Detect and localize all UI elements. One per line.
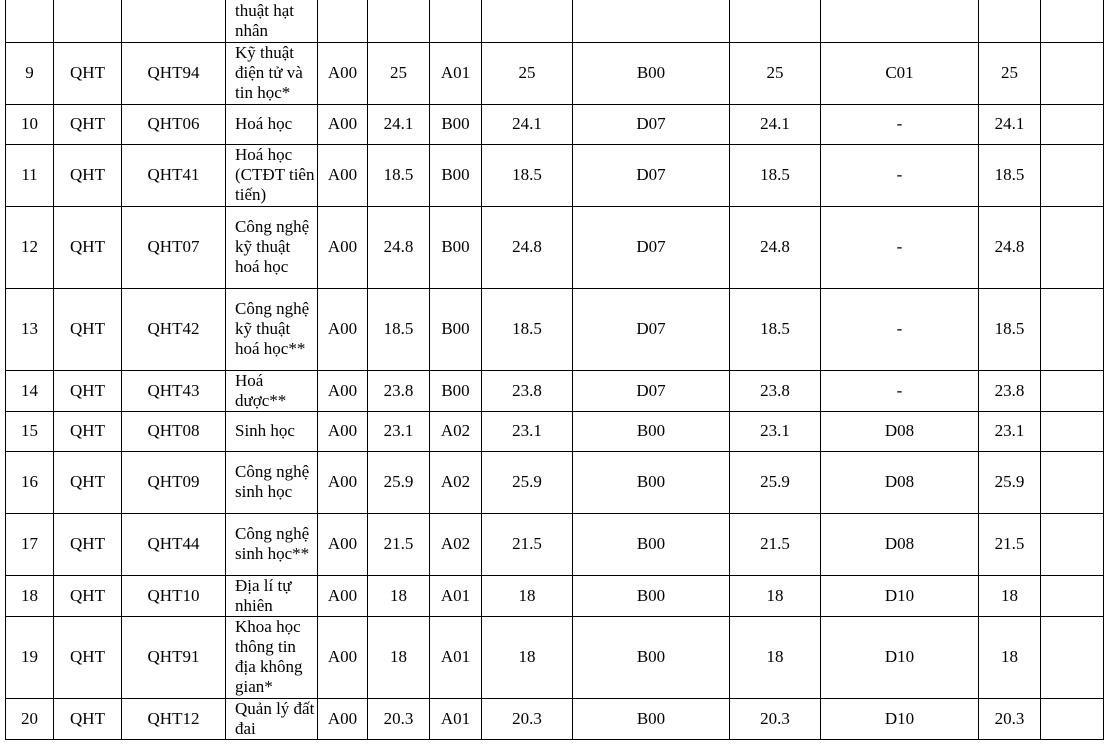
cell-note: [1041, 616, 1104, 698]
table-row: [6, 411, 1104, 451]
cell-score-2: 24.1: [482, 104, 573, 144]
cell-combo-3: D07: [573, 206, 730, 288]
cell-combo-3: D07: [573, 144, 730, 206]
table-row: [6, 370, 1104, 411]
cell-score-1: 18.5: [368, 144, 430, 206]
cell-score-4: 25: [979, 42, 1041, 104]
cell-combo-4: -: [821, 370, 979, 411]
cell-score-3: 25.9: [730, 451, 821, 513]
cell-combo-1: A00: [318, 575, 368, 616]
table-row: [6, 206, 1104, 288]
cell-combo-4: D10: [821, 698, 979, 739]
cell-school: QHT: [54, 451, 122, 513]
cell-score-1: 23.8: [368, 370, 430, 411]
cell-combo-3: D07: [573, 104, 730, 144]
cell-score-3: 24.8: [730, 206, 821, 288]
cell-combo-1: A00: [318, 451, 368, 513]
cell-combo-2: A02: [430, 451, 482, 513]
cell-combo-1: A00: [318, 616, 368, 698]
cell-score-2: 25.9: [482, 451, 573, 513]
cell-combo-4: D08: [821, 451, 979, 513]
cell-combo-1: A00: [318, 698, 368, 739]
cell-major-name: Hoá dược**: [226, 370, 318, 411]
cell-note: [1041, 42, 1104, 104]
cell-major-name: thuật hạt nhân: [226, 0, 318, 42]
cell-combo-4: D10: [821, 616, 979, 698]
cell-score-4: [979, 0, 1041, 42]
cell-stt: 15: [6, 411, 54, 451]
cell-score-2: 18.5: [482, 144, 573, 206]
cell-stt: 18: [6, 575, 54, 616]
cell-combo-2: A01: [430, 698, 482, 739]
cell-note: [1041, 370, 1104, 411]
cell-combo-2: B00: [430, 144, 482, 206]
cell-score-2: 18: [482, 575, 573, 616]
cell-school: QHT: [54, 575, 122, 616]
table-row: [6, 513, 1104, 575]
cell-combo-4: D10: [821, 575, 979, 616]
cell-note: [1041, 451, 1104, 513]
cell-stt: 10: [6, 104, 54, 144]
table-row: [6, 616, 1104, 698]
cell-major-name: Sinh học: [226, 411, 318, 451]
cell-major-name: Kỹ thuật điện tử và tin học*: [226, 42, 318, 104]
cell-score-4: 18: [979, 616, 1041, 698]
cell-note: [1041, 144, 1104, 206]
cell-score-4: 18: [979, 575, 1041, 616]
cell-score-4: 18.5: [979, 288, 1041, 370]
cell-combo-3: B00: [573, 411, 730, 451]
cell-score-3: [730, 0, 821, 42]
cell-school: QHT: [54, 42, 122, 104]
cell-score-2: [482, 0, 573, 42]
cell-major-name: Khoa học thông tin địa không gian*: [226, 616, 318, 698]
cell-score-4: 24.1: [979, 104, 1041, 144]
cell-major-name: Quản lý đất đai: [226, 698, 318, 739]
cell-major-name: Công nghệ kỹ thuật hoá học**: [226, 288, 318, 370]
cell-code: QHT07: [122, 206, 226, 288]
cell-stt: 13: [6, 288, 54, 370]
cell-score-3: 24.1: [730, 104, 821, 144]
admission-score-table: [5, 0, 1104, 740]
cell-school: QHT: [54, 513, 122, 575]
cell-combo-1: [318, 0, 368, 42]
cell-score-3: 18.5: [730, 144, 821, 206]
cell-score-4: 18.5: [979, 144, 1041, 206]
cell-stt: [6, 0, 54, 42]
cell-score-1: 23.1: [368, 411, 430, 451]
cell-combo-3: B00: [573, 513, 730, 575]
cell-major-name: Công nghệ sinh học**: [226, 513, 318, 575]
table-row: [6, 104, 1104, 144]
cell-score-2: 25: [482, 42, 573, 104]
cell-score-2: 23.8: [482, 370, 573, 411]
cell-score-1: 18: [368, 616, 430, 698]
cell-score-2: 24.8: [482, 206, 573, 288]
table-row: [6, 698, 1104, 739]
cell-school: QHT: [54, 288, 122, 370]
table-row-continued: [6, 0, 1104, 42]
cell-score-4: 24.8: [979, 206, 1041, 288]
cell-combo-1: A00: [318, 370, 368, 411]
cell-combo-3: D07: [573, 370, 730, 411]
cell-stt: 9: [6, 42, 54, 104]
cell-combo-3: [573, 0, 730, 42]
cell-code: [122, 0, 226, 42]
cell-combo-2: A02: [430, 411, 482, 451]
cell-code: QHT12: [122, 698, 226, 739]
cell-score-2: 21.5: [482, 513, 573, 575]
cell-score-4: 21.5: [979, 513, 1041, 575]
cell-score-3: 18.5: [730, 288, 821, 370]
cell-code: QHT41: [122, 144, 226, 206]
cell-stt: 11: [6, 144, 54, 206]
cell-code: QHT43: [122, 370, 226, 411]
cell-score-1: 21.5: [368, 513, 430, 575]
cell-combo-2: [430, 0, 482, 42]
cell-score-1: [368, 0, 430, 42]
cell-combo-1: A00: [318, 288, 368, 370]
cell-combo-2: A01: [430, 616, 482, 698]
cell-code: QHT06: [122, 104, 226, 144]
cell-major-name: Địa lí tự nhiên: [226, 575, 318, 616]
cell-combo-1: A00: [318, 104, 368, 144]
cell-major-name: Hoá học: [226, 104, 318, 144]
cell-combo-4: C01: [821, 42, 979, 104]
cell-combo-1: A00: [318, 206, 368, 288]
cell-note: [1041, 513, 1104, 575]
cell-score-1: 24.8: [368, 206, 430, 288]
cell-school: QHT: [54, 370, 122, 411]
cell-score-1: 20.3: [368, 698, 430, 739]
cell-score-3: 18: [730, 616, 821, 698]
cell-code: QHT08: [122, 411, 226, 451]
cell-code: QHT44: [122, 513, 226, 575]
cell-combo-2: B00: [430, 288, 482, 370]
cell-code: QHT91: [122, 616, 226, 698]
cell-score-1: 25: [368, 42, 430, 104]
cell-note: [1041, 575, 1104, 616]
cell-score-2: 20.3: [482, 698, 573, 739]
cell-school: QHT: [54, 206, 122, 288]
cell-note: [1041, 698, 1104, 739]
cell-combo-4: -: [821, 206, 979, 288]
cell-stt: 19: [6, 616, 54, 698]
cell-score-4: 23.1: [979, 411, 1041, 451]
cell-score-2: 23.1: [482, 411, 573, 451]
table-row: [6, 144, 1104, 206]
cell-code: QHT09: [122, 451, 226, 513]
table-row: [6, 42, 1104, 104]
cell-combo-3: B00: [573, 616, 730, 698]
cell-major-name: Công nghệ sinh học: [226, 451, 318, 513]
cell-stt: 14: [6, 370, 54, 411]
cell-score-2: 18.5: [482, 288, 573, 370]
cell-score-2: 18: [482, 616, 573, 698]
cell-major-name: Công nghệ kỹ thuật hoá học: [226, 206, 318, 288]
cell-stt: 12: [6, 206, 54, 288]
cell-combo-3: B00: [573, 42, 730, 104]
cell-combo-3: B00: [573, 575, 730, 616]
cell-score-3: 21.5: [730, 513, 821, 575]
cell-note: [1041, 0, 1104, 42]
cell-combo-4: [821, 0, 979, 42]
cell-score-1: 18.5: [368, 288, 430, 370]
cell-combo-2: B00: [430, 104, 482, 144]
cell-combo-1: A00: [318, 411, 368, 451]
table-row: [6, 451, 1104, 513]
cell-code: QHT42: [122, 288, 226, 370]
cell-stt: 20: [6, 698, 54, 739]
cell-score-3: 25: [730, 42, 821, 104]
cell-combo-2: B00: [430, 370, 482, 411]
cell-combo-1: A00: [318, 513, 368, 575]
cell-score-1: 25.9: [368, 451, 430, 513]
cell-score-4: 23.8: [979, 370, 1041, 411]
cell-school: QHT: [54, 104, 122, 144]
cell-combo-4: -: [821, 104, 979, 144]
cell-stt: 16: [6, 451, 54, 513]
cell-note: [1041, 288, 1104, 370]
cell-note: [1041, 206, 1104, 288]
cell-combo-4: D08: [821, 411, 979, 451]
table-row: [6, 575, 1104, 616]
cell-school: [54, 0, 122, 42]
cell-score-3: 23.8: [730, 370, 821, 411]
cell-combo-1: A00: [318, 42, 368, 104]
table-row: [6, 288, 1104, 370]
cell-combo-3: D07: [573, 288, 730, 370]
cell-combo-2: A01: [430, 42, 482, 104]
cell-score-1: 24.1: [368, 104, 430, 144]
cell-major-name: Hoá học (CTĐT tiên tiến): [226, 144, 318, 206]
cell-code: QHT94: [122, 42, 226, 104]
cell-score-3: 18: [730, 575, 821, 616]
cell-code: QHT10: [122, 575, 226, 616]
cell-score-4: 20.3: [979, 698, 1041, 739]
cell-stt: 17: [6, 513, 54, 575]
cell-score-3: 20.3: [730, 698, 821, 739]
cell-score-1: 18: [368, 575, 430, 616]
cell-score-4: 25.9: [979, 451, 1041, 513]
cell-combo-4: D08: [821, 513, 979, 575]
cell-combo-3: B00: [573, 698, 730, 739]
cell-score-3: 23.1: [730, 411, 821, 451]
cell-note: [1041, 104, 1104, 144]
cell-combo-1: A00: [318, 144, 368, 206]
cell-combo-2: B00: [430, 206, 482, 288]
cell-note: [1041, 411, 1104, 451]
cell-combo-3: B00: [573, 451, 730, 513]
cell-school: QHT: [54, 411, 122, 451]
cell-combo-2: A02: [430, 513, 482, 575]
cell-school: QHT: [54, 698, 122, 739]
cell-combo-4: -: [821, 144, 979, 206]
cell-school: QHT: [54, 616, 122, 698]
cell-school: QHT: [54, 144, 122, 206]
cell-combo-2: A01: [430, 575, 482, 616]
cell-combo-4: -: [821, 288, 979, 370]
